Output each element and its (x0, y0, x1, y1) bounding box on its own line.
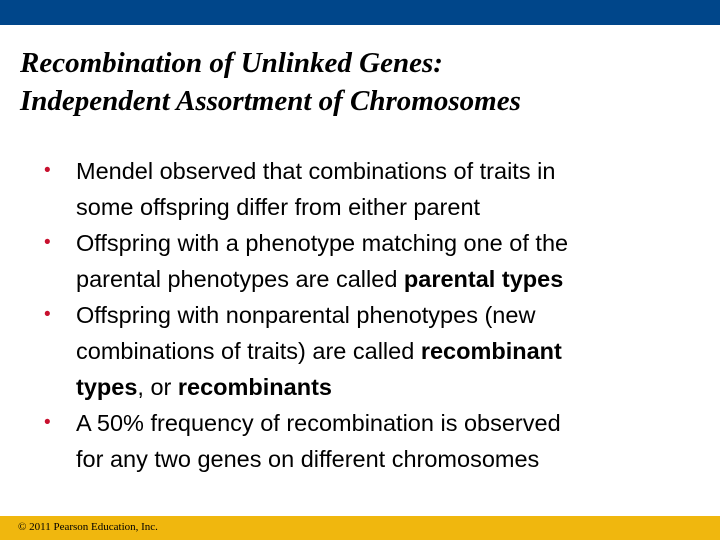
bullet-dot-icon: • (44, 232, 51, 253)
bullet-list (44, 153, 684, 477)
bold-term-parental-types: parental types (403, 266, 564, 292)
bullet-item (44, 153, 684, 225)
copyright-notice: © 2011 Pearson Education, Inc. (18, 521, 158, 533)
bullet-text-line (76, 369, 684, 405)
bullet-text-line: Mendel observed that combinations of traits in (76, 158, 556, 184)
slide-title-line-2: Independent Assortment of Chromosomes (20, 85, 521, 117)
slide-title (20, 44, 710, 120)
bullet-dot-icon: • (44, 160, 51, 181)
bullet-text-line (76, 333, 684, 369)
slide-title-line-1: Recombination of Unlinked Genes: (20, 47, 443, 79)
bullet-text: , or (137, 374, 178, 400)
bold-term-recombinants: recombinants (177, 374, 332, 400)
bullet-item (44, 225, 684, 297)
bullet-text-line: for any two genes on different chromosomes (76, 446, 540, 472)
bullet-item (44, 405, 684, 477)
bold-term-types: types (76, 374, 138, 400)
bullet-item (44, 297, 684, 405)
bullet-dot-icon: • (44, 412, 51, 433)
bullet-text: combinations of traits) are called (76, 338, 421, 364)
bullet-dot-icon: • (44, 304, 51, 325)
bullet-text: parental phenotypes are called (76, 266, 404, 292)
bullet-text-line: A 50% frequency of recombination is observed (76, 410, 561, 436)
bold-term-recombinant: recombinant (420, 338, 562, 364)
bullet-text-line (76, 261, 684, 297)
bullet-text-line: some offspring differ from either parent (76, 194, 481, 220)
top-color-bar (0, 0, 720, 25)
bullet-text-line: Offspring with a phenotype matching one of the (76, 230, 569, 256)
bullet-text-line: Offspring with nonparental phenotypes (new (76, 302, 536, 328)
